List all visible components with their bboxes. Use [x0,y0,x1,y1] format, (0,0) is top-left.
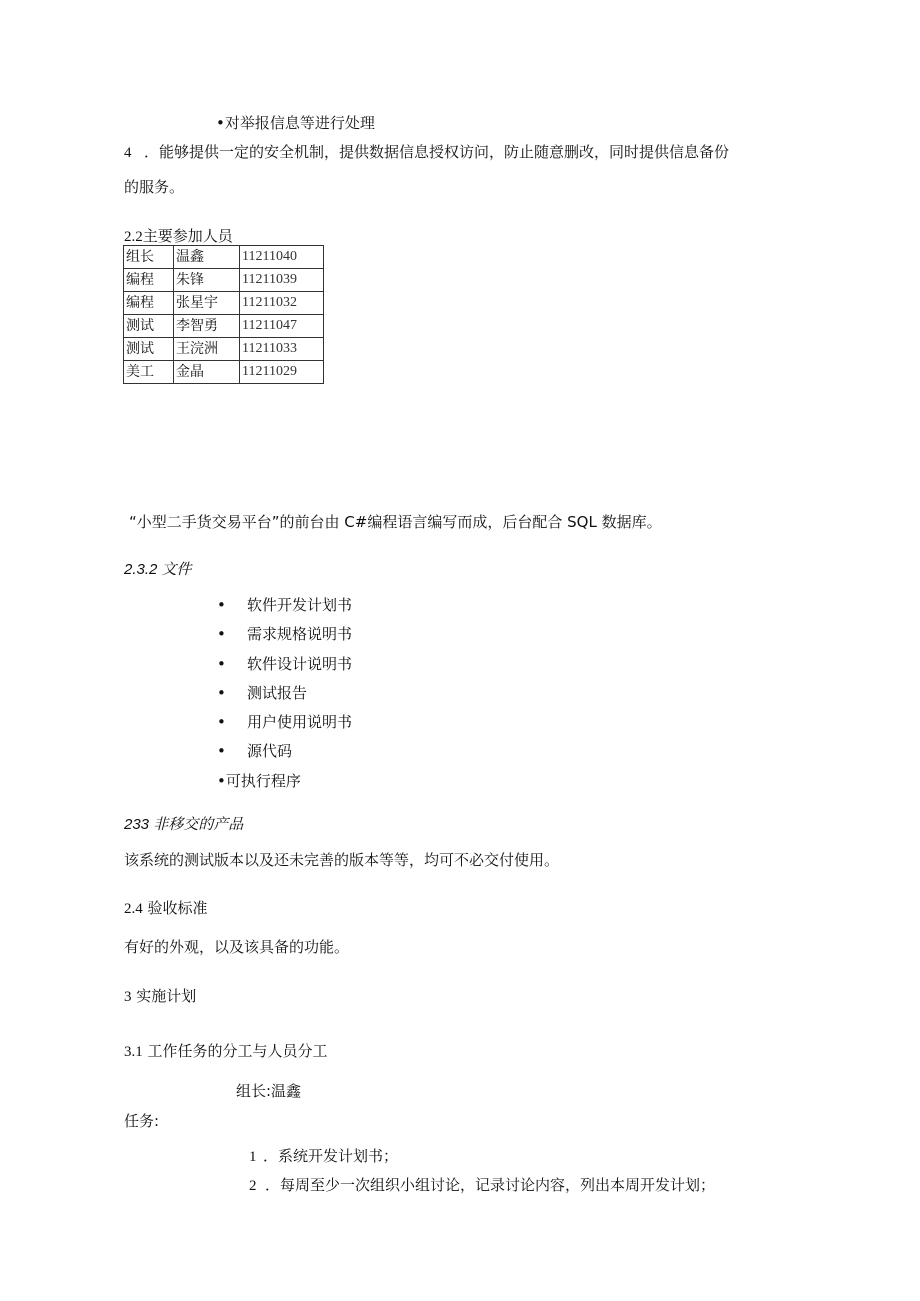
table-row [124,292,324,315]
member-name: 朱锋 [174,269,240,292]
members-table [123,245,324,384]
bullet-dot-icon: • [217,713,226,732]
list-item-text: 测试报告 [247,683,308,702]
list-item [217,683,352,712]
task-text: ．每周至少一次组织小组讨论，记录讨论内容，列出本周开发计划； [265,1176,716,1194]
member-id: 11211033 [240,338,324,361]
bullet-dot-icon: • [217,596,226,614]
section-2-3-3-text: 该系统的测试版本以及还未完善的版本等等，均可不必交付使用。 [124,851,560,869]
task-number: 1 [249,1149,257,1165]
leader-line: 组长:温鑫 [236,1082,302,1100]
deliverables-list [217,595,352,771]
section-2-2-number: 2.2 [124,229,143,245]
bullet-dot-icon: • [217,683,226,702]
bullet-dot-icon: • [217,654,226,673]
section-2-4-text: 有好的外观，以及该具备的功能。 [124,938,350,956]
task-text: ．系统开发计划书； [263,1147,399,1165]
task-item-2 [249,1175,715,1196]
member-role: 组长 [124,246,174,269]
table-row [124,315,324,338]
list-item [217,712,352,741]
member-id: 11211047 [240,315,324,338]
member-role: 测试 [124,315,174,338]
task-number: 2 [249,1178,257,1194]
table-row [124,246,324,269]
item-4 [124,142,729,163]
section-3-number: 3 [124,989,132,1005]
member-role: 测试 [124,338,174,361]
member-name: 张星宇 [174,292,240,315]
member-id: 11211039 [240,269,324,292]
list-item-text: 软件开发计划书 [247,596,353,614]
section-2-3-3-heading: 233 非移交的产品 [124,816,244,833]
list-item [217,595,352,624]
table-row [124,361,324,384]
section-3-heading [124,986,196,1007]
section-3-1-title: 工作任务的分工与人员分工 [147,1042,328,1060]
list-item-text: 源代码 [247,742,293,761]
section-2-4-title: 验收标准 [147,899,208,917]
member-role: 美工 [124,361,174,384]
list-item [217,624,352,653]
section-2-3-2-heading: 2.3.2 文件 [124,561,192,578]
item-4-continuation: 的服务。 [124,178,185,196]
section-3-1-heading [124,1041,328,1062]
member-name: 金晶 [174,361,240,384]
section-2-2-title: 主要参加人员 [142,227,233,245]
member-id: 11211040 [240,246,324,269]
member-name: 温鑫 [174,246,240,269]
member-id: 11211029 [240,361,324,384]
list-item [217,654,352,683]
section-2-4-heading [124,898,208,919]
bullet-dot-icon: • [217,742,226,761]
tasks-label: 任务: [124,1112,160,1130]
list-item-text: 软件设计说明书 [247,654,353,673]
member-role: 编程 [124,269,174,292]
item-4-number: 4 [124,145,132,161]
member-name: 李智勇 [174,315,240,338]
member-role: 编程 [124,292,174,315]
section-2-2-heading [124,226,233,247]
list-item-text: 需求规格说明书 [247,625,353,644]
list-item-executable: •可执行程序 [217,772,301,790]
member-name: 王浣洲 [174,338,240,361]
bullet-dot-icon: • [217,625,226,644]
list-item [217,741,352,770]
item-4-text: ．能够提供一定的安全机制，提供数据信息授权访问，防止随意删改，同时提供信息备份 [144,143,730,161]
task-item-1 [249,1146,398,1167]
list-item-text: 用户使用说明书 [247,713,353,732]
section-3-1-number: 3.1 [124,1044,143,1060]
platform-description: “小型二手货交易平台”的前台由 C#编程语言编写而成，后台配合 SQL 数据库。 [129,513,662,531]
section-2-4-number: 2.4 [124,901,143,917]
member-id: 11211032 [240,292,324,315]
table-row [124,338,324,361]
report-handling-bullet: •对举报信息等进行处理 [216,114,375,132]
table-row [124,269,324,292]
section-3-title: 实施计划 [136,987,197,1005]
